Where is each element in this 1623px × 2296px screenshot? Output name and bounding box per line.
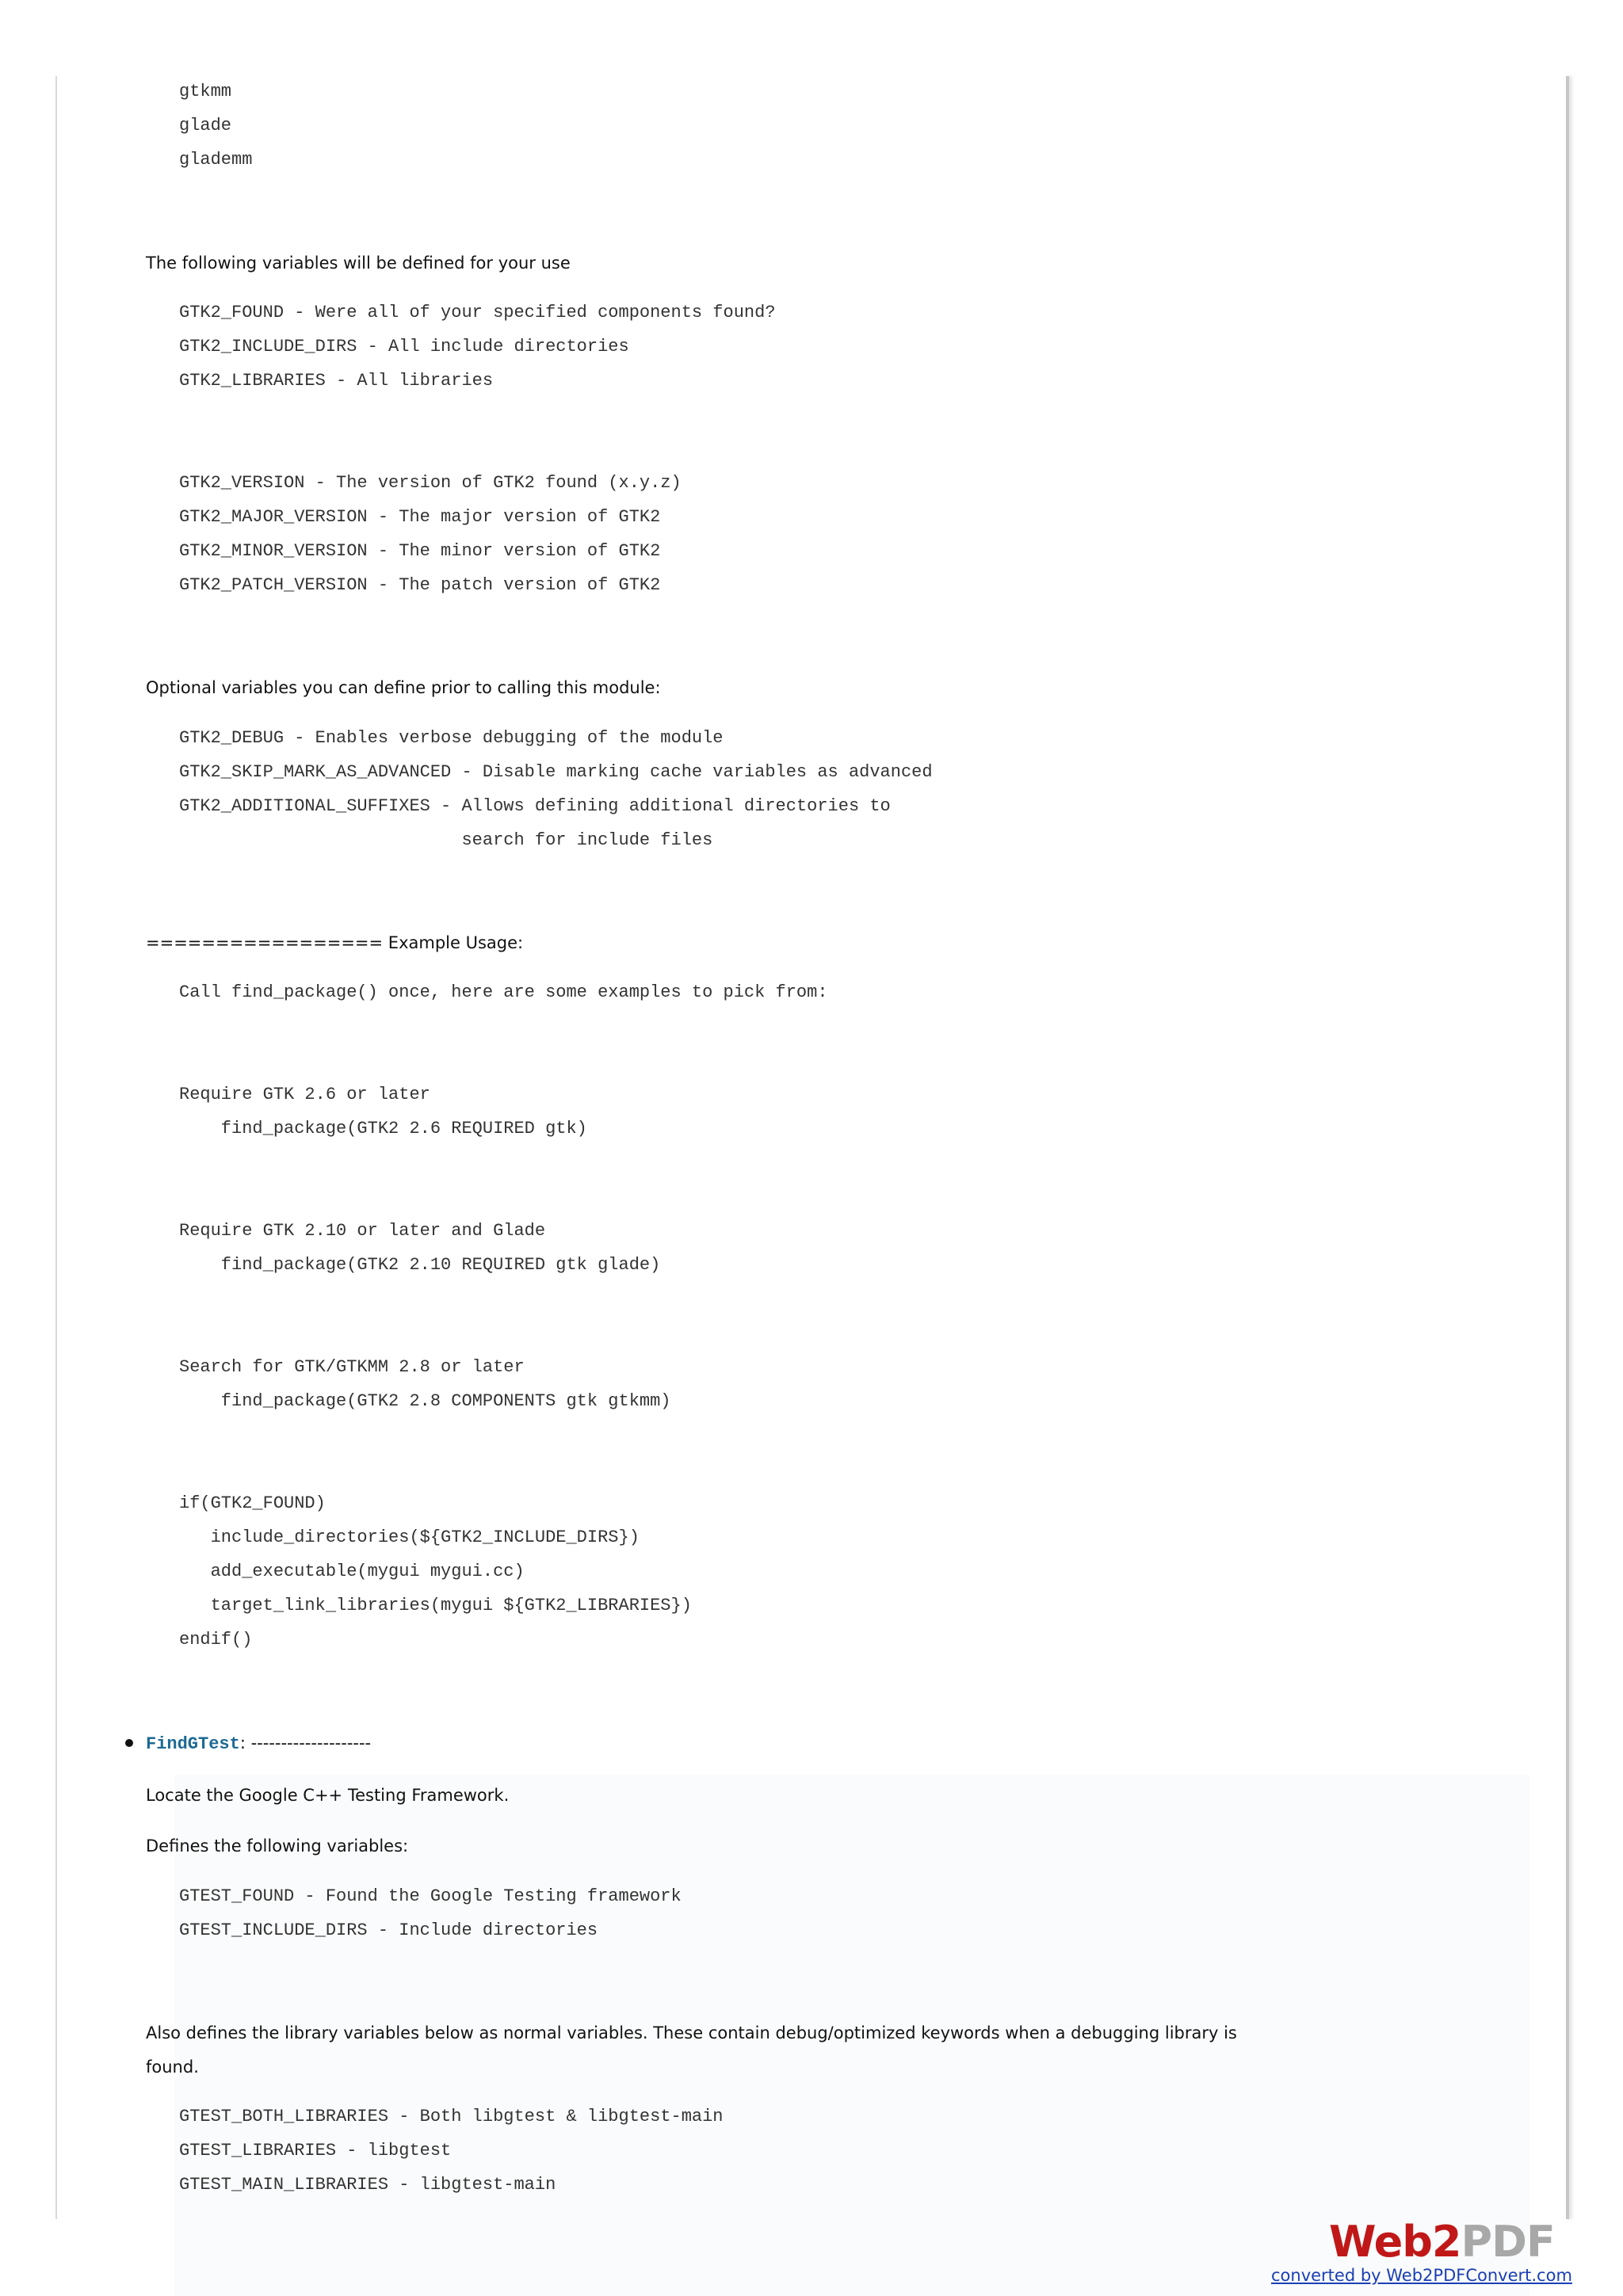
optional-var-line: GTK2_SKIP_MARK_AS_ADVANCED - Disable marking cache variables as advanced <box>179 762 933 782</box>
page-border-left <box>55 76 57 2219</box>
version-var-line: GTK2_VERSION - The version of GTK2 found (x.y.z) <box>179 473 682 493</box>
gtest-var-line: GTEST_FOUND - Found the Google Testing framework <box>179 1886 682 1906</box>
converted-by-link[interactable]: converted by Web2PDFConvert.com <box>1271 2266 1572 2285</box>
example-usage-heading: ================= Example Usage: <box>146 933 524 952</box>
example-intro: Call find_package() once, here are some examples to pick from: <box>179 982 828 1002</box>
bullet-icon <box>125 1739 133 1747</box>
example-code: find_package(GTK2 2.8 COMPONENTS gtk gtkmm) <box>179 1391 671 1411</box>
example-line: Require GTK 2.6 or later <box>179 1085 430 1104</box>
optional-vars-heading: Optional variables you can define prior to calling this module: <box>146 678 661 697</box>
web2pdf-logo: Web2PDF <box>1329 2217 1555 2267</box>
component-item: gtkmm <box>179 82 232 101</box>
findgtest-also-line: found. <box>146 2058 199 2077</box>
gtest-lib-line: GTEST_MAIN_LIBRARIES - libgtest-main <box>179 2175 556 2195</box>
example-code: endif() <box>179 1630 253 1650</box>
example-code: include_directories(${GTK2_INCLUDE_DIRS}) <box>179 1527 640 1547</box>
example-code: find_package(GTK2 2.10 REQUIRED gtk glade) <box>179 1255 661 1275</box>
version-var-line: GTK2_PATCH_VERSION - The patch version of GTK2 <box>179 575 661 595</box>
gtest-lib-line: GTEST_LIBRARIES - libgtest <box>179 2141 452 2161</box>
optional-var-line: GTK2_DEBUG - Enables verbose debugging of the module <box>179 728 724 748</box>
example-code: target_link_libraries(mygui ${GTK2_LIBRARIES}) <box>179 1596 692 1615</box>
example-line: Search for GTK/GTKMM 2.8 or later <box>179 1357 525 1377</box>
findgtest-also-line: Also defines the library variables below as normal variables. These contain debug/optimized keywords when a debugging library is <box>146 2023 1237 2042</box>
findgtest-title <box>146 1733 371 1755</box>
findgtest-suffix: : -------------------- <box>239 1733 372 1753</box>
findgtest-defines-heading: Defines the following variables: <box>146 1836 409 1855</box>
component-item: glade <box>179 116 232 135</box>
example-line: Require GTK 2.10 or later and Glade <box>179 1221 546 1241</box>
defined-vars-heading: The following variables will be defined for your use <box>146 254 571 273</box>
findgtest-link[interactable]: FindGTest <box>146 1734 240 1754</box>
page-border-right <box>1566 76 1569 2219</box>
component-item: glademm <box>179 150 253 170</box>
version-var-line: GTK2_MAJOR_VERSION - The major version of GTK2 <box>179 507 661 527</box>
version-var-line: GTK2_MINOR_VERSION - The minor version of GTK2 <box>179 541 661 561</box>
gtest-lib-line: GTEST_BOTH_LIBRARIES - Both libgtest & libgtest-main <box>179 2107 724 2126</box>
findgtest-description: Locate the Google C++ Testing Framework. <box>146 1786 510 1805</box>
defined-var-line: GTK2_INCLUDE_DIRS - All include directories <box>179 337 629 357</box>
example-code: add_executable(mygui mygui.cc) <box>179 1562 525 1581</box>
optional-var-line: search for include files <box>179 830 713 850</box>
defined-var-line: GTK2_LIBRARIES - All libraries <box>179 371 494 391</box>
example-code: if(GTK2_FOUND) <box>179 1493 326 1513</box>
example-code: find_package(GTK2 2.6 REQUIRED gtk) <box>179 1119 587 1138</box>
defined-var-line: GTK2_FOUND - Were all of your specified components found? <box>179 303 776 322</box>
gtest-var-line: GTEST_INCLUDE_DIRS - Include directories <box>179 1920 598 1940</box>
optional-var-line: GTK2_ADDITIONAL_SUFFIXES - Allows defining additional directories to <box>179 796 891 816</box>
